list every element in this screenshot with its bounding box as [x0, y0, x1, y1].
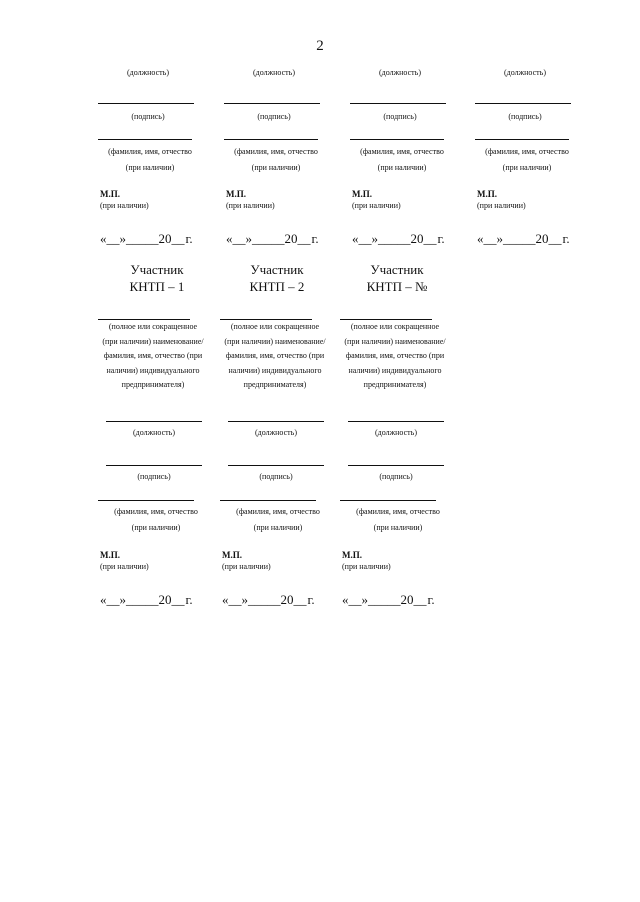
description-line: наличии) индивидуального [348, 365, 442, 375]
stamp-title: М.П. [226, 189, 246, 199]
fio-label: (фамилия, имя, отчество [234, 147, 318, 156]
fio-label-note: (при наличии) [131, 523, 181, 532]
stamp-note: (при наличии) [100, 562, 149, 571]
date-year-prefix: 20 [158, 231, 172, 246]
signature-line [228, 465, 324, 466]
stamp-place [100, 550, 149, 572]
fio-label-note: (при наличии) [251, 163, 301, 172]
date-open-quote: « [100, 592, 107, 607]
date-year-prefix: 20 [280, 592, 294, 607]
fio-label: (фамилия, имя, отчество [236, 507, 320, 516]
position-label: (должность) [255, 428, 297, 437]
date-open-quote: « [352, 231, 359, 246]
date-open-quote: « [477, 231, 484, 246]
date-open-quote: « [226, 231, 233, 246]
description-line: фамилия, имя, отчество (при [225, 351, 325, 360]
date-month-blank: _____ [368, 592, 401, 607]
signature-label: (подпись) [508, 112, 542, 121]
position-line [475, 103, 571, 104]
date-day-blank: __ [106, 231, 120, 246]
stamp-title: М.П. [342, 550, 362, 560]
date-open-quote: « [222, 592, 229, 607]
signature-line [98, 139, 192, 140]
position-label: (должность) [379, 68, 421, 77]
date-field [222, 592, 315, 608]
position-line [228, 421, 324, 422]
date-close-quote: » [371, 231, 378, 246]
stamp-note: (при наличии) [226, 201, 275, 210]
fio-line [340, 500, 436, 501]
fio-label-note: (при наличии) [253, 523, 303, 532]
stamp-place [342, 550, 391, 572]
participant-title: Участник [370, 262, 424, 277]
position-line [106, 421, 202, 422]
organization-description [218, 320, 332, 393]
participant-name: КНТП – 2 [249, 279, 305, 294]
stamp-note: (при наличии) [222, 562, 271, 571]
description-line: предпринимателя) [121, 380, 185, 389]
date-day-blank: __ [232, 231, 246, 246]
date-year-suffix: г. [307, 592, 315, 607]
date-day-blank: __ [228, 592, 242, 607]
description-line: (полное или сокращенное [230, 322, 320, 331]
date-month-blank: _____ [126, 231, 159, 246]
stamp-place [226, 189, 275, 211]
date-day-blank: __ [348, 592, 362, 607]
fio-line [98, 500, 194, 501]
date-field [477, 231, 570, 247]
stamp-title: М.П. [100, 550, 120, 560]
date-year-blank: __ [171, 592, 185, 607]
date-month-blank: _____ [126, 592, 159, 607]
organization-description [96, 320, 210, 393]
signature-line [106, 465, 202, 466]
date-close-quote: » [361, 592, 368, 607]
date-year-suffix: г. [562, 231, 570, 246]
organization-description [338, 320, 452, 393]
date-field [352, 231, 445, 247]
date-close-quote: » [245, 231, 252, 246]
signature-line [350, 139, 444, 140]
date-year-blank: __ [423, 231, 437, 246]
fio-label-note: (при наличии) [502, 163, 552, 172]
date-month-blank: _____ [378, 231, 411, 246]
position-label: (должность) [253, 68, 295, 77]
date-close-quote: » [241, 592, 248, 607]
date-year-blank: __ [548, 231, 562, 246]
fio-label: (фамилия, имя, отчество [485, 147, 569, 156]
position-label: (должность) [133, 428, 175, 437]
description-line: предпринимателя) [243, 380, 307, 389]
fio-label-note: (при наличии) [125, 163, 175, 172]
signature-label: (подпись) [131, 112, 165, 121]
stamp-place [100, 189, 149, 211]
date-close-quote: » [496, 231, 503, 246]
date-year-blank: __ [171, 231, 185, 246]
date-year-blank: __ [413, 592, 427, 607]
signature-line [348, 465, 444, 466]
stamp-note: (при наличии) [477, 201, 526, 210]
date-field [342, 592, 435, 608]
stamp-note: (при наличии) [352, 201, 401, 210]
position-label: (должность) [504, 68, 546, 77]
stamp-title: М.П. [352, 189, 372, 199]
date-year-suffix: г. [311, 231, 319, 246]
participant-name: КНТП – 1 [129, 279, 185, 294]
date-open-quote: « [342, 592, 349, 607]
date-close-quote: » [119, 231, 126, 246]
fio-label: (фамилия, имя, отчество [356, 507, 440, 516]
date-field [100, 231, 193, 247]
stamp-note: (при наличии) [100, 201, 149, 210]
stamp-place [352, 189, 401, 211]
stamp-title: М.П. [477, 189, 497, 199]
participant-heading [348, 261, 446, 295]
position-line [348, 421, 444, 422]
participant-name: КНТП – № [366, 279, 428, 294]
fio-label: (фамилия, имя, отчество [108, 147, 192, 156]
stamp-title: М.П. [100, 189, 120, 199]
signature-label: (подпись) [257, 112, 291, 121]
description-line: фамилия, имя, отчество (при [103, 351, 203, 360]
participant-heading [228, 261, 326, 295]
signature-label: (подпись) [137, 472, 171, 481]
participant-title: Участник [250, 262, 304, 277]
signature-label: (подпись) [379, 472, 413, 481]
date-month-blank: _____ [503, 231, 536, 246]
position-line [224, 103, 320, 104]
date-field [100, 592, 193, 608]
position-line [350, 103, 446, 104]
position-line [98, 103, 194, 104]
date-year-prefix: 20 [284, 231, 298, 246]
date-month-blank: _____ [248, 592, 281, 607]
description-line: фамилия, имя, отчество (при [345, 351, 445, 360]
date-year-suffix: г. [185, 592, 193, 607]
participant-title: Участник [130, 262, 184, 277]
fio-label: (фамилия, имя, отчество [114, 507, 198, 516]
date-year-suffix: г. [185, 231, 193, 246]
signature-label: (подпись) [259, 472, 293, 481]
page-number: 2 [316, 38, 324, 54]
description-line: (при наличии) наименование/ [224, 336, 326, 346]
description-line: наличии) индивидуального [106, 365, 200, 375]
date-year-blank: __ [297, 231, 311, 246]
date-year-prefix: 20 [400, 592, 414, 607]
signature-label: (подпись) [383, 112, 417, 121]
date-field [226, 231, 319, 247]
date-open-quote: « [100, 231, 107, 246]
fio-label: (фамилия, имя, отчество [360, 147, 444, 156]
date-year-prefix: 20 [158, 592, 172, 607]
stamp-note: (при наличии) [342, 562, 391, 571]
date-close-quote: » [119, 592, 126, 607]
description-line: (полное или сокращенное [350, 322, 440, 331]
date-year-prefix: 20 [410, 231, 424, 246]
fio-label-note: (при наличии) [373, 523, 423, 532]
date-year-suffix: г. [437, 231, 445, 246]
date-year-prefix: 20 [535, 231, 549, 246]
participant-heading [108, 261, 206, 295]
fio-label-note: (при наличии) [377, 163, 427, 172]
position-label: (должность) [375, 428, 417, 437]
stamp-title: М.П. [222, 550, 242, 560]
description-line: (полное или сокращенное [108, 322, 198, 331]
stamp-place [222, 550, 271, 572]
signature-line [224, 139, 318, 140]
date-month-blank: _____ [252, 231, 285, 246]
date-day-blank: __ [106, 592, 120, 607]
description-line: наличии) индивидуального [228, 365, 322, 375]
stamp-place [477, 189, 526, 211]
description-line: (при наличии) наименование/ [344, 336, 446, 346]
signature-line [475, 139, 569, 140]
date-year-suffix: г. [427, 592, 435, 607]
position-label: (должность) [127, 68, 169, 77]
date-year-blank: __ [293, 592, 307, 607]
fio-line [220, 500, 316, 501]
description-line: предпринимателя) [363, 380, 427, 389]
description-line: (при наличии) наименование/ [102, 336, 204, 346]
date-day-blank: __ [358, 231, 372, 246]
date-day-blank: __ [483, 231, 497, 246]
